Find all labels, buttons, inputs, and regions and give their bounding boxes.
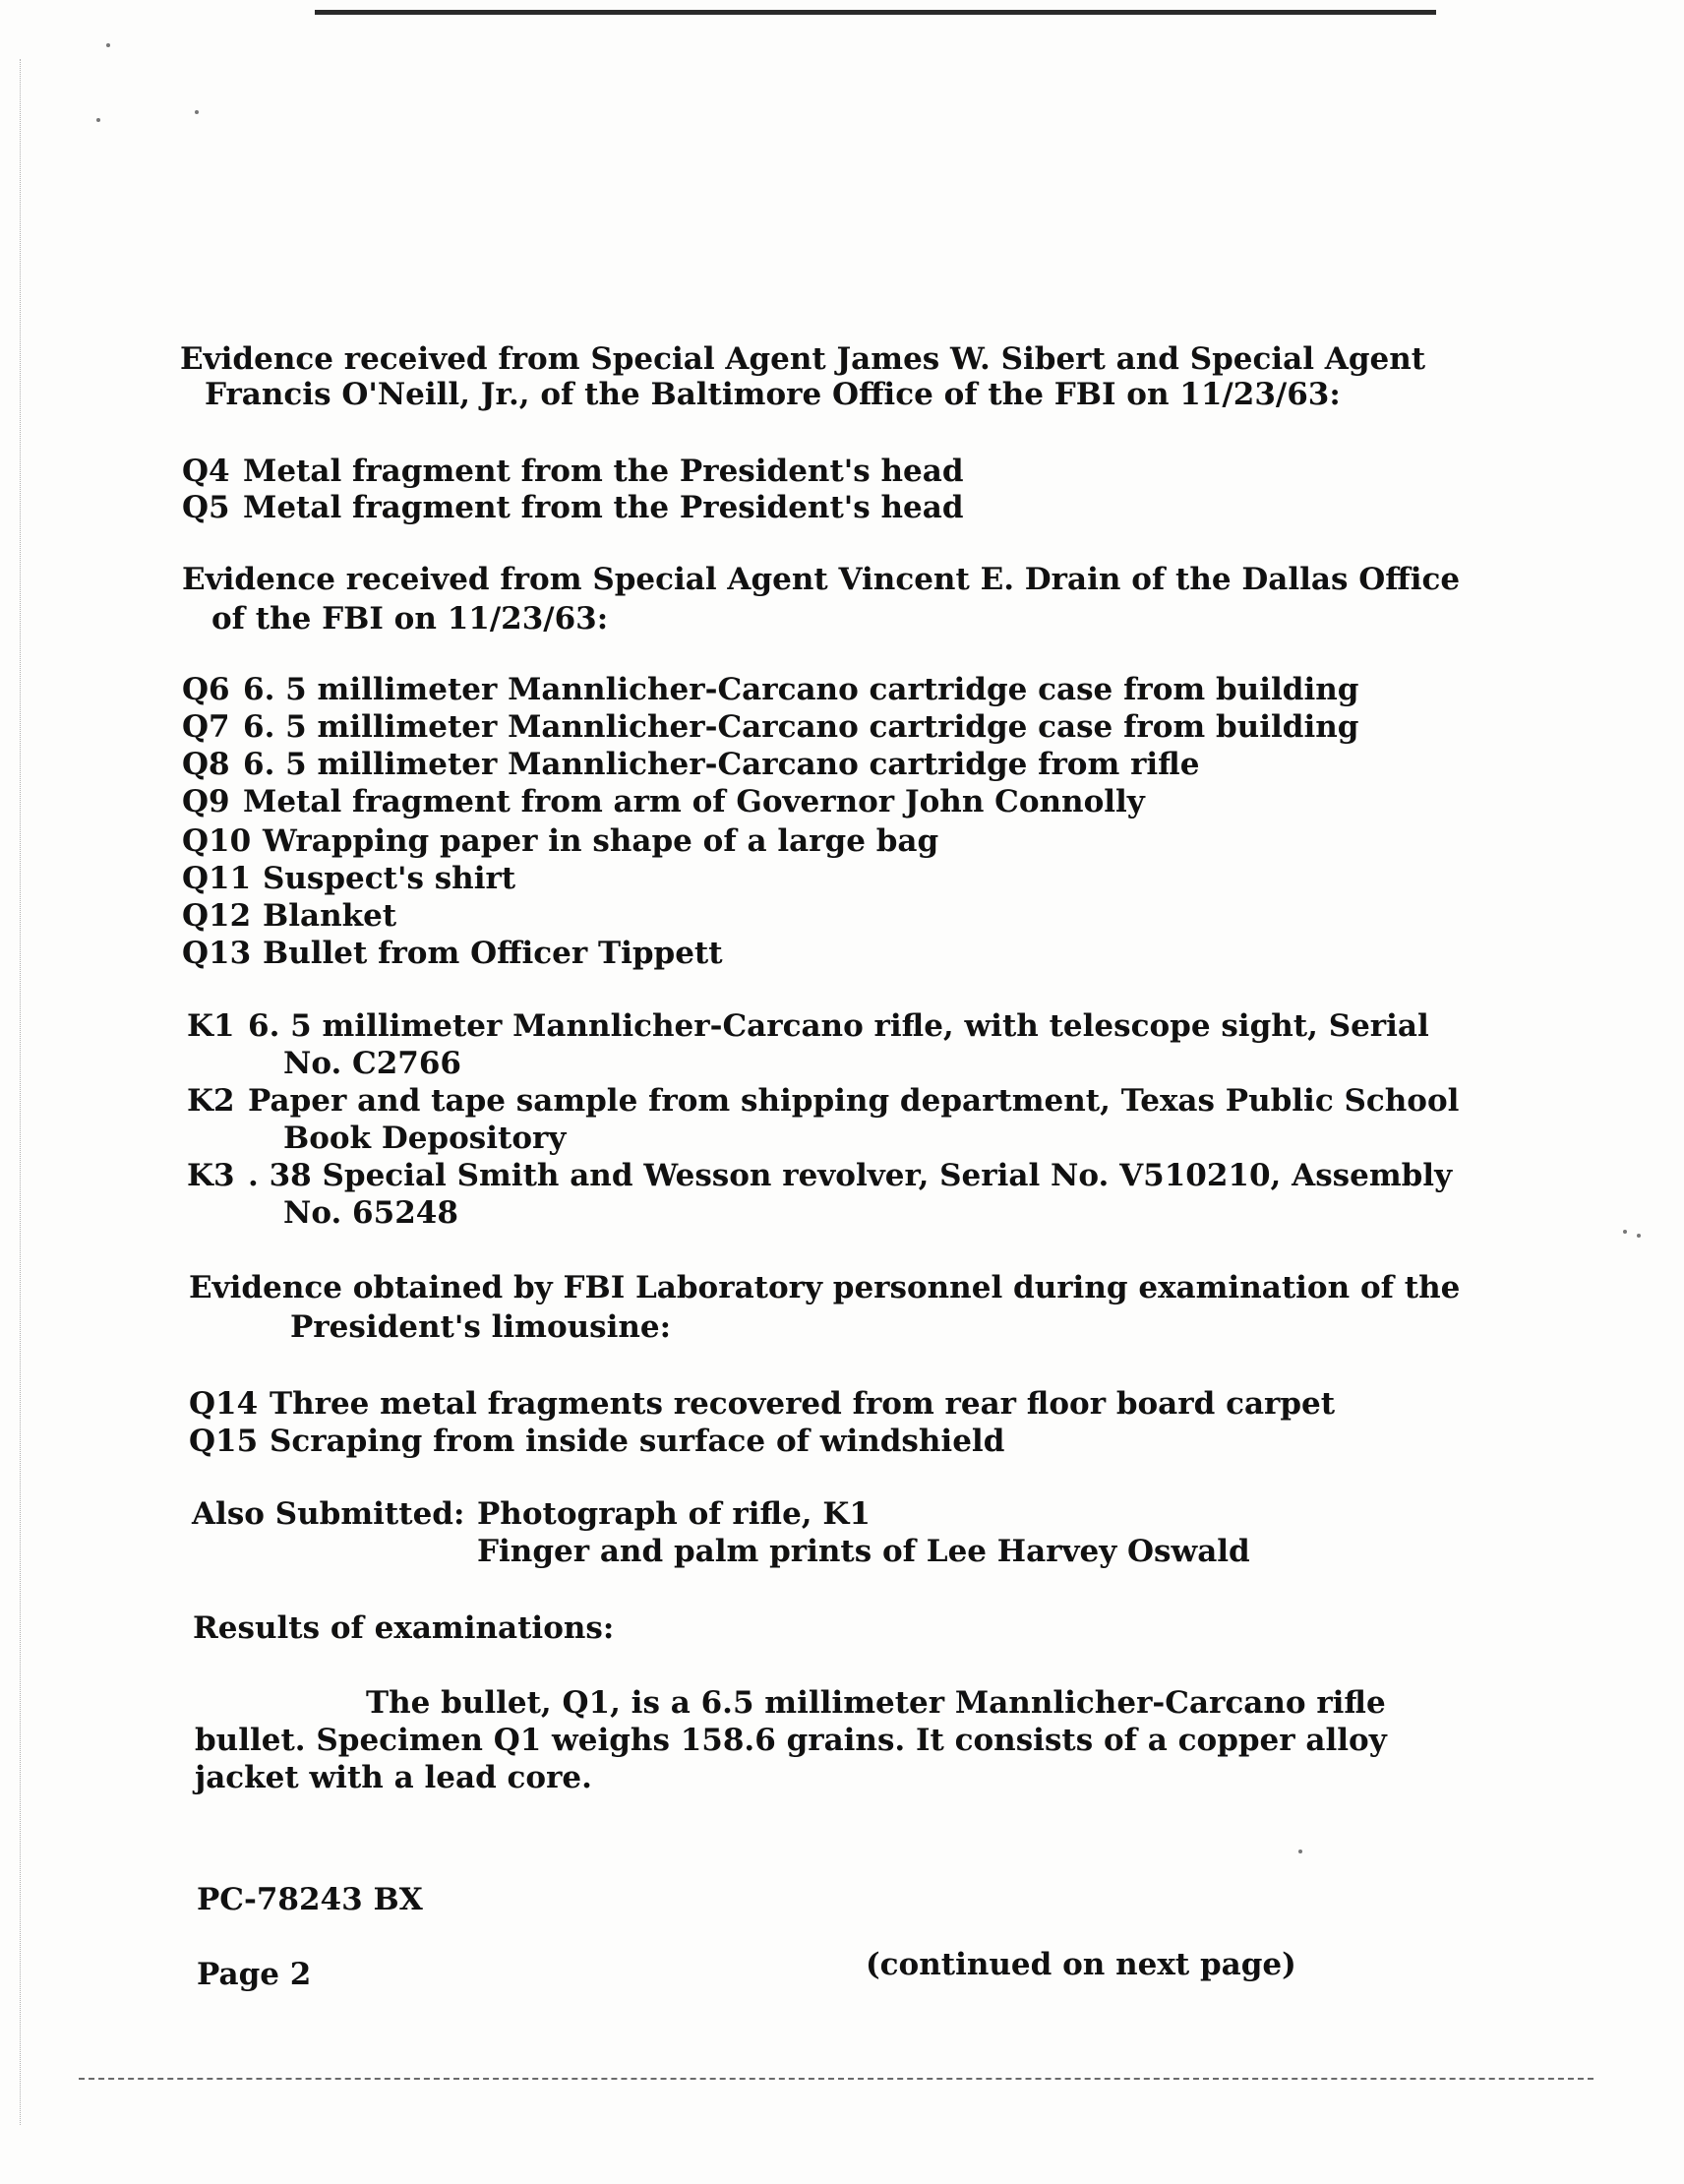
evidence-desc: Suspect's shirt [263, 861, 516, 896]
evidence-desc: Wrapping paper in shape of a large bag [263, 823, 939, 859]
scan-speck [106, 43, 110, 47]
results-line3: jacket with a lead core. [195, 1760, 592, 1795]
also-submitted-item1: Photograph of rifle, K1 [477, 1496, 871, 1532]
evidence-item-q6 [182, 671, 1358, 708]
evidence-desc: Metal fragment from the President's head [243, 454, 964, 489]
evidence-item-q10 [182, 822, 938, 860]
evidence-code: Q5 [182, 490, 230, 525]
evidence-desc: 6. 5 millimeter Mannlicher-Carcano rifle, with telescope sight, Serial [248, 1008, 1429, 1044]
evidence-item-q12 [182, 897, 396, 935]
evidence-item-k1 [187, 1007, 1429, 1045]
evidence-code: Q9 [182, 784, 230, 819]
evidence-desc: Three metal fragments recovered from rear floor board carpet [270, 1386, 1336, 1422]
evidence-desc: 6. 5 millimeter Mannlicher-Carcano cartridge case from building [243, 672, 1359, 707]
evidence-code: Q13 [182, 936, 252, 971]
evidence-item-q15 [189, 1423, 1004, 1460]
section3-intro-line1: Evidence obtained by FBI Laboratory personnel during examination of the [189, 1270, 1461, 1305]
evidence-code: Q10 [182, 823, 252, 859]
bottom-rule [79, 2078, 1594, 2082]
evidence-item-q9 [182, 783, 1145, 820]
section1-intro-line1: Evidence received from Special Agent James W. Sibert and Special Agent [180, 341, 1426, 377]
file-number: PC-78243 BX [197, 1882, 423, 1917]
results-line1: The bullet, Q1, is a 6.5 millimeter Mannlicher-Carcano rifle [366, 1685, 1386, 1721]
scan-speck [1637, 1234, 1641, 1238]
evidence-desc: Scraping from inside surface of windshield [270, 1424, 1005, 1459]
evidence-item-q11 [182, 860, 515, 897]
evidence-item-k3-cont: No. 65248 [283, 1195, 458, 1231]
evidence-desc: 6. 5 millimeter Mannlicher-Carcano cartridge case from building [243, 709, 1359, 745]
evidence-desc: Bullet from Officer Tippett [263, 936, 723, 971]
results-line2: bullet. Specimen Q1 weighs 158.6 grains. It consists of a copper alloy [195, 1723, 1387, 1758]
evidence-code: Q6 [182, 672, 230, 707]
top-rule [315, 10, 1436, 15]
scan-speck [195, 110, 199, 114]
evidence-desc: . 38 Special Smith and Wesson revolver, Serial No. V510210, Assembly [248, 1158, 1453, 1193]
evidence-code: Q7 [182, 709, 230, 745]
evidence-code: K1 [187, 1008, 235, 1044]
evidence-desc: 6. 5 millimeter Mannlicher-Carcano cartridge from rifle [243, 747, 1200, 782]
evidence-item-q7 [182, 708, 1358, 746]
evidence-desc: Blanket [263, 898, 397, 934]
evidence-desc: Paper and tape sample from shipping department, Texas Public School [248, 1083, 1460, 1119]
evidence-code: K3 [187, 1158, 235, 1193]
evidence-item-q4 [182, 453, 964, 490]
section2-intro-line1: Evidence received from Special Agent Vincent E. Drain of the Dallas Office [182, 562, 1461, 597]
scan-speck [96, 118, 100, 122]
results-heading: Results of examinations: [193, 1610, 615, 1646]
evidence-item-q13 [182, 935, 723, 972]
scan-edge [20, 59, 22, 2125]
evidence-code: Q14 [189, 1386, 259, 1422]
evidence-desc: Metal fragment from the President's head [243, 490, 964, 525]
scan-speck [1623, 1230, 1627, 1234]
evidence-code: K2 [187, 1083, 235, 1119]
evidence-code: Q12 [182, 898, 252, 934]
evidence-item-q14 [189, 1385, 1335, 1423]
evidence-item-k3 [187, 1157, 1452, 1194]
section1-intro-line2: Francis O'Neill, Jr., of the Baltimore Office of the FBI on 11/23/63: [205, 377, 1341, 412]
evidence-code: Q11 [182, 861, 252, 896]
evidence-item-k2 [187, 1082, 1459, 1120]
continued-note: (continued on next page) [866, 1947, 1296, 1982]
section2-intro-line2: of the FBI on 11/23/63: [211, 601, 609, 637]
page-number: Page 2 [197, 1957, 312, 1992]
evidence-item-q5 [182, 489, 964, 526]
evidence-code: Q15 [189, 1424, 259, 1459]
evidence-item-k1-cont: No. C2766 [283, 1046, 462, 1081]
evidence-item-q8 [182, 746, 1199, 783]
evidence-code: Q8 [182, 747, 230, 782]
scan-speck [1298, 1850, 1302, 1853]
section3-intro-line2: President's limousine: [290, 1309, 672, 1345]
evidence-code: Q4 [182, 454, 230, 489]
evidence-item-k2-cont: Book Depository [283, 1121, 567, 1156]
evidence-desc: Metal fragment from arm of Governor John Connolly [243, 784, 1145, 819]
also-submitted-label: Also Submitted: [192, 1496, 465, 1532]
also-submitted-item2: Finger and palm prints of Lee Harvey Oswald [477, 1534, 1250, 1569]
